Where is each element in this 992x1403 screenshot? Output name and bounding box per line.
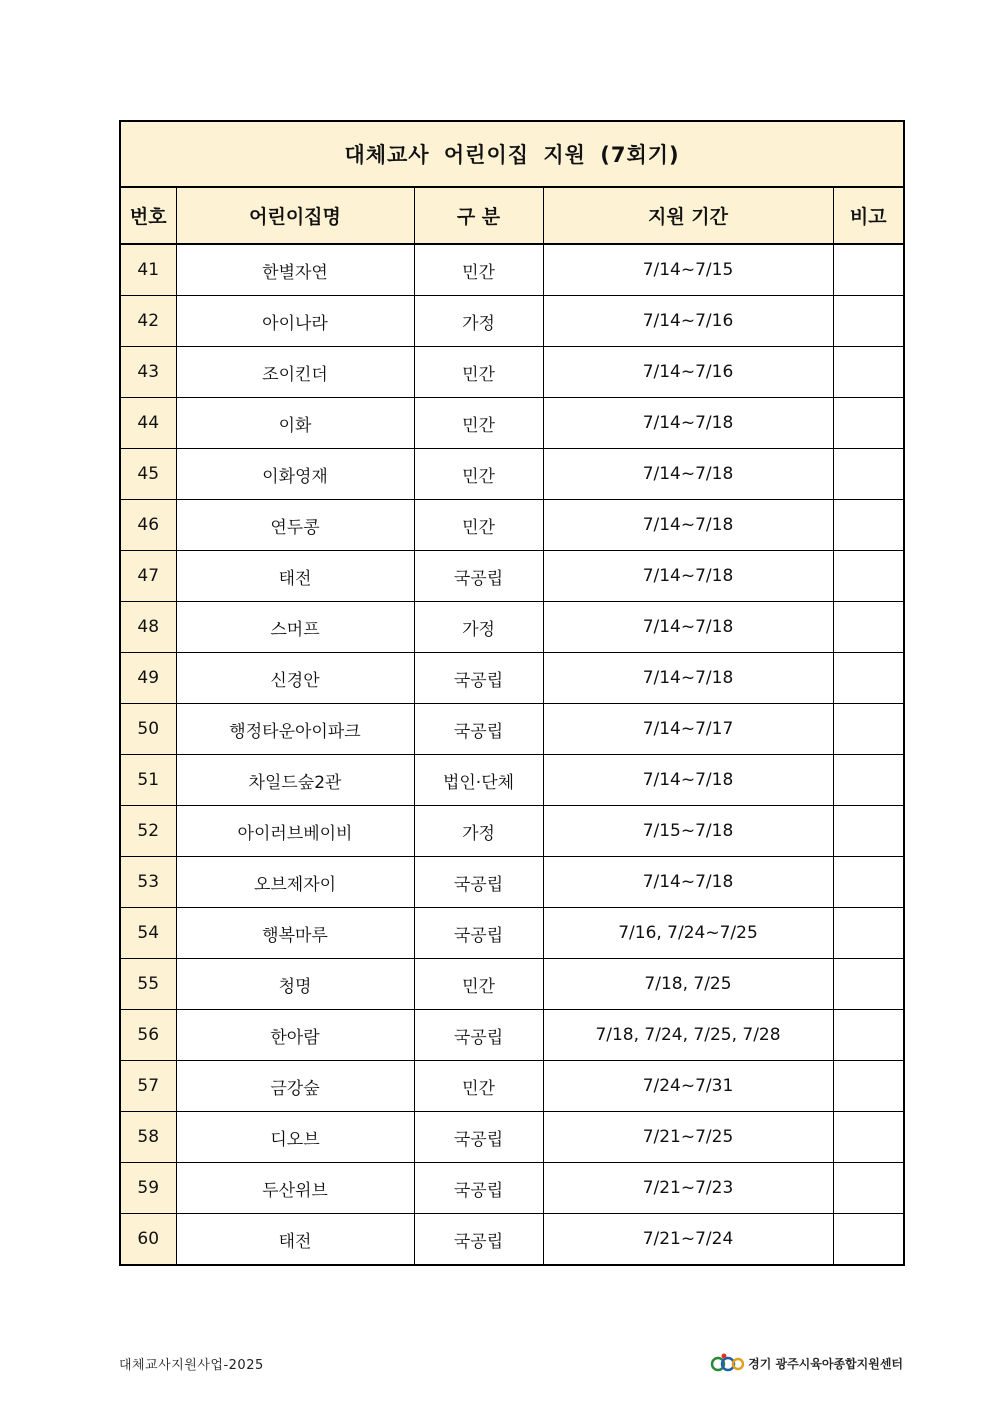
cell-period: 7/14~7/15 bbox=[543, 244, 833, 296]
cell-period: 7/18, 7/25 bbox=[543, 959, 833, 1010]
cell-period: 7/14~7/18 bbox=[543, 500, 833, 551]
table-row bbox=[120, 1061, 904, 1112]
cell-period: 7/21~7/23 bbox=[543, 1163, 833, 1214]
cell-note bbox=[833, 1112, 904, 1163]
cell-type: 국공립 bbox=[414, 908, 543, 959]
cell-name: 태전 bbox=[176, 1214, 414, 1266]
table-row bbox=[120, 602, 904, 653]
cell-no: 45 bbox=[120, 449, 176, 500]
table-row bbox=[120, 806, 904, 857]
cell-type: 가정 bbox=[414, 806, 543, 857]
table-row bbox=[120, 244, 904, 296]
cell-no: 44 bbox=[120, 398, 176, 449]
cell-type: 국공립 bbox=[414, 653, 543, 704]
cell-name: 이화영재 bbox=[176, 449, 414, 500]
cell-note bbox=[833, 653, 904, 704]
cell-period: 7/14~7/16 bbox=[543, 347, 833, 398]
cell-period: 7/14~7/16 bbox=[543, 296, 833, 347]
support-table bbox=[119, 120, 905, 1266]
cell-type: 민간 bbox=[414, 500, 543, 551]
cell-name: 연두콩 bbox=[176, 500, 414, 551]
cell-type: 민간 bbox=[414, 398, 543, 449]
cell-type: 민간 bbox=[414, 449, 543, 500]
cell-period: 7/14~7/18 bbox=[543, 653, 833, 704]
cell-name: 행복마루 bbox=[176, 908, 414, 959]
cell-note bbox=[833, 1010, 904, 1061]
cell-no: 43 bbox=[120, 347, 176, 398]
cell-period: 7/14~7/18 bbox=[543, 602, 833, 653]
header-type: 구 분 bbox=[414, 187, 543, 244]
cell-name: 한아람 bbox=[176, 1010, 414, 1061]
cell-no: 55 bbox=[120, 959, 176, 1010]
cell-no: 49 bbox=[120, 653, 176, 704]
cell-name: 태전 bbox=[176, 551, 414, 602]
cell-type: 국공립 bbox=[414, 1112, 543, 1163]
cell-note bbox=[833, 857, 904, 908]
cell-no: 41 bbox=[120, 244, 176, 296]
cell-no: 50 bbox=[120, 704, 176, 755]
cell-note bbox=[833, 1061, 904, 1112]
cell-name: 조이킨더 bbox=[176, 347, 414, 398]
header-note: 비고 bbox=[833, 187, 904, 244]
table-row bbox=[120, 1112, 904, 1163]
cell-type: 민간 bbox=[414, 959, 543, 1010]
cell-name: 행정타운아이파크 bbox=[176, 704, 414, 755]
cell-name: 두산위브 bbox=[176, 1163, 414, 1214]
cell-note bbox=[833, 244, 904, 296]
cell-no: 42 bbox=[120, 296, 176, 347]
cell-no: 54 bbox=[120, 908, 176, 959]
cell-name: 스머프 bbox=[176, 602, 414, 653]
cell-period: 7/14~7/18 bbox=[543, 857, 833, 908]
cell-note bbox=[833, 1214, 904, 1266]
cell-no: 46 bbox=[120, 500, 176, 551]
table-row bbox=[120, 755, 904, 806]
cell-note bbox=[833, 500, 904, 551]
cell-type: 국공립 bbox=[414, 857, 543, 908]
cell-no: 59 bbox=[120, 1163, 176, 1214]
cell-name: 이화 bbox=[176, 398, 414, 449]
cell-name: 청명 bbox=[176, 959, 414, 1010]
cell-type: 민간 bbox=[414, 347, 543, 398]
table-row bbox=[120, 1010, 904, 1061]
table-row bbox=[120, 857, 904, 908]
cell-note bbox=[833, 602, 904, 653]
footer-org-name: 경기 광주시육아종합지원센터 bbox=[748, 1356, 903, 1371]
footer-org bbox=[710, 1352, 903, 1374]
cell-type: 가정 bbox=[414, 602, 543, 653]
org-logo-icon bbox=[710, 1352, 744, 1374]
cell-type: 국공립 bbox=[414, 1010, 543, 1061]
cell-type: 국공립 bbox=[414, 551, 543, 602]
cell-type: 국공립 bbox=[414, 1214, 543, 1266]
cell-no: 60 bbox=[120, 1214, 176, 1266]
cell-note bbox=[833, 1163, 904, 1214]
title-row bbox=[120, 121, 904, 187]
cell-name: 금강숲 bbox=[176, 1061, 414, 1112]
cell-note bbox=[833, 449, 904, 500]
cell-period: 7/16, 7/24~7/25 bbox=[543, 908, 833, 959]
cell-note bbox=[833, 296, 904, 347]
cell-no: 53 bbox=[120, 857, 176, 908]
table-row bbox=[120, 449, 904, 500]
cell-period: 7/14~7/18 bbox=[543, 755, 833, 806]
table-row bbox=[120, 398, 904, 449]
cell-type: 법인·단체 bbox=[414, 755, 543, 806]
cell-type: 국공립 bbox=[414, 1163, 543, 1214]
header-no: 번호 bbox=[120, 187, 176, 244]
table-row bbox=[120, 908, 904, 959]
cell-note bbox=[833, 704, 904, 755]
cell-no: 57 bbox=[120, 1061, 176, 1112]
cell-type: 민간 bbox=[414, 1061, 543, 1112]
cell-period: 7/21~7/24 bbox=[543, 1214, 833, 1266]
cell-no: 52 bbox=[120, 806, 176, 857]
cell-name: 차일드숲2관 bbox=[176, 755, 414, 806]
cell-type: 민간 bbox=[414, 244, 543, 296]
table-row bbox=[120, 500, 904, 551]
cell-no: 48 bbox=[120, 602, 176, 653]
cell-period: 7/14~7/18 bbox=[543, 449, 833, 500]
cell-name: 디오브 bbox=[176, 1112, 414, 1163]
table-title: 대체교사 어린이집 지원 (7회기) bbox=[120, 121, 904, 187]
cell-note bbox=[833, 806, 904, 857]
table-row bbox=[120, 551, 904, 602]
cell-no: 56 bbox=[120, 1010, 176, 1061]
table-row bbox=[120, 1163, 904, 1214]
cell-period: 7/15~7/18 bbox=[543, 806, 833, 857]
cell-name: 오브제자이 bbox=[176, 857, 414, 908]
table-row bbox=[120, 704, 904, 755]
cell-type: 가정 bbox=[414, 296, 543, 347]
footer-project-label: 대체교사지원사업-2025 bbox=[119, 1358, 264, 1373]
cell-note bbox=[833, 398, 904, 449]
cell-no: 47 bbox=[120, 551, 176, 602]
cell-period: 7/14~7/18 bbox=[543, 551, 833, 602]
cell-name: 한별자연 bbox=[176, 244, 414, 296]
header-name: 어린이집명 bbox=[176, 187, 414, 244]
header-period: 지원 기간 bbox=[543, 187, 833, 244]
table-row bbox=[120, 653, 904, 704]
cell-period: 7/14~7/17 bbox=[543, 704, 833, 755]
cell-name: 아이나라 bbox=[176, 296, 414, 347]
header-row bbox=[120, 187, 904, 244]
table-body bbox=[120, 244, 904, 1265]
cell-period: 7/14~7/18 bbox=[543, 398, 833, 449]
cell-note bbox=[833, 551, 904, 602]
table-row bbox=[120, 1214, 904, 1266]
cell-note bbox=[833, 755, 904, 806]
cell-no: 58 bbox=[120, 1112, 176, 1163]
table-row bbox=[120, 959, 904, 1010]
cell-period: 7/21~7/25 bbox=[543, 1112, 833, 1163]
table-row bbox=[120, 347, 904, 398]
cell-type: 국공립 bbox=[414, 704, 543, 755]
cell-note bbox=[833, 347, 904, 398]
cell-name: 아이러브베이비 bbox=[176, 806, 414, 857]
cell-name: 신경안 bbox=[176, 653, 414, 704]
table-row bbox=[120, 296, 904, 347]
cell-note bbox=[833, 959, 904, 1010]
cell-period: 7/24~7/31 bbox=[543, 1061, 833, 1112]
cell-no: 51 bbox=[120, 755, 176, 806]
cell-period: 7/18, 7/24, 7/25, 7/28 bbox=[543, 1010, 833, 1061]
cell-note bbox=[833, 908, 904, 959]
